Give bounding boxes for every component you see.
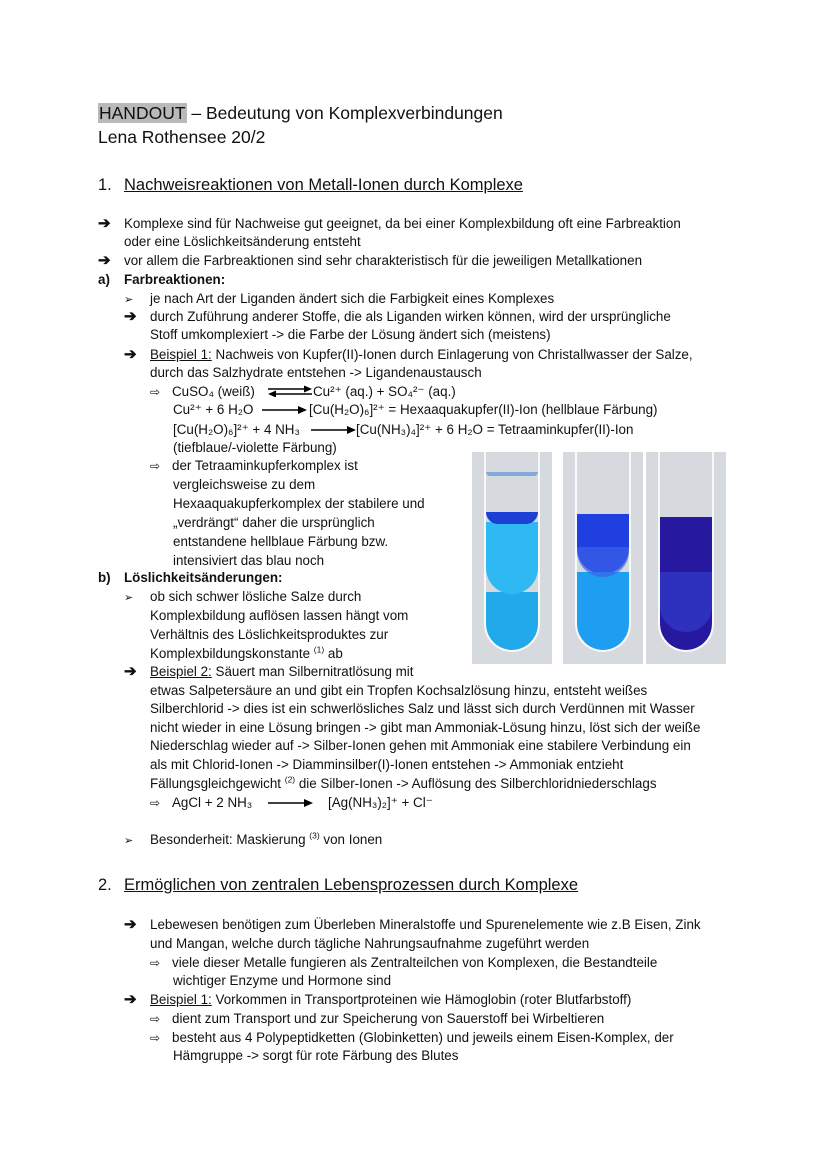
example-2-line-5: als mit Chlorid-Ionen -> Diamminsilber(I)-Ionen entstehen -> Ammoniak entzieht bbox=[150, 757, 624, 772]
subsection-b-label: b) bbox=[98, 570, 111, 585]
stability-line-3: Hexaaquakupferkomplex der stabilere und bbox=[173, 496, 425, 511]
s2-sub-1 bbox=[150, 954, 657, 973]
s2-example-text: Vorkommen in Transportproteinen wie Hämoglobin (roter Blutfarbstoff) bbox=[211, 992, 632, 1007]
title-text: – Bedeutung von Komplexverbindungen bbox=[186, 103, 503, 123]
equation-2-right: [Cu(H₂O)₆]²⁺ = Hexaaquakupfer(II)-Ion (hellblaue Färbung) bbox=[309, 402, 658, 417]
open-arrow-icon: ⇨ bbox=[150, 1012, 161, 1026]
equation-4-left bbox=[150, 794, 252, 813]
example-1-cont: durch das Salzhydrate entstehen -> Ligandenaustausch bbox=[150, 365, 482, 380]
section-2-number: 2. bbox=[98, 876, 112, 894]
equation-3-right: [Cu(NH₃)₄]²⁺ + 6 H₂O = Tetraaminkupfer(II)-Ion bbox=[356, 422, 634, 437]
arrow-right-icon: ➔ bbox=[98, 215, 111, 232]
triangle-bullet-icon: ➢ bbox=[124, 592, 134, 604]
section-1-heading bbox=[98, 174, 523, 196]
reaction-arrow-icon bbox=[266, 797, 314, 809]
reaction-arrow-icon bbox=[309, 424, 357, 436]
open-arrow-icon: ⇨ bbox=[150, 1031, 161, 1045]
arrow-right-icon: ➔ bbox=[98, 252, 111, 269]
b-item-line-4-text: Komplexbildungskonstante bbox=[150, 646, 311, 661]
special-text-a: Besonderheit: Maskierung bbox=[150, 832, 310, 847]
open-arrow-icon: ⇨ bbox=[150, 796, 161, 810]
test-tube-light-blue bbox=[472, 452, 552, 664]
intro-text-3: vor allem die Farbreaktionen sind sehr charakteristisch für die jeweiligen Metallkationen bbox=[124, 253, 643, 268]
eq1-left-text: CuSO₄ (weiß) bbox=[172, 384, 255, 399]
a-item-1-text: je nach Art der Liganden ändert sich die Farbigkeit eines Komplexes bbox=[150, 291, 555, 306]
b-item bbox=[124, 588, 361, 608]
example-2-line-2: Silberchlorid -> dies ist ein schwerlösliches Salz und lässt sich durch Verdünnen mit Wasser bbox=[150, 701, 695, 716]
example-2-line-6a: Fällungsgleichgewicht bbox=[150, 776, 285, 791]
s2-example-1 bbox=[124, 991, 631, 1010]
s2-line-2: und Mangan, welche durch tägliche Nahrungsaufnahme zugeführt werden bbox=[150, 936, 590, 951]
arrow-right-icon: ➔ bbox=[124, 663, 137, 680]
document-title bbox=[98, 102, 503, 124]
open-arrow-icon: ⇨ bbox=[150, 385, 161, 399]
b-item-end: ab bbox=[324, 646, 343, 661]
open-arrow-icon: ⇨ bbox=[150, 459, 161, 473]
reaction-arrow-icon bbox=[260, 404, 308, 416]
special-text-b: von Ionen bbox=[319, 832, 383, 847]
example-2 bbox=[124, 663, 414, 682]
example-1 bbox=[124, 346, 693, 365]
stability-line-2: vergleichsweise zu dem bbox=[173, 477, 316, 492]
example-2-label: Beispiel 2: bbox=[150, 664, 212, 679]
intro-line-2: oder eine Löslichkeitsänderung entsteht bbox=[124, 234, 361, 249]
stability-line-6: intensiviert das blau noch bbox=[173, 553, 325, 568]
section-2-heading bbox=[98, 874, 578, 896]
s2-line-1-text: Lebewesen benötigen zum Überleben Mineralstoffe und Spurenelemente wie z.B Eisen, Zink bbox=[150, 917, 701, 932]
example-2-line-1: etwas Salpetersäure an und gibt ein Tropfen Kochsalzlösung hinzu, entsteht weißes bbox=[150, 683, 648, 698]
footnote-ref-3: (3) bbox=[309, 830, 320, 841]
equation-4-right: [Ag(NH₃)₂]⁺ + Cl⁻ bbox=[328, 795, 433, 810]
equilibrium-arrow-icon bbox=[266, 385, 314, 397]
a-item-2-cont: Stoff umkomplexiert -> die Farbe der Lösung ändert sich (meistens) bbox=[150, 327, 551, 342]
test-tube-violet bbox=[646, 452, 726, 664]
test-tube-deep-blue bbox=[563, 452, 643, 664]
equation-1-right: Cu²⁺ (aq.) + SO₄²⁻ (aq.) bbox=[313, 384, 456, 399]
special-note bbox=[124, 831, 382, 851]
eq4-left-text: AgCl + 2 NH₃ bbox=[172, 795, 253, 810]
stability-line-1: der Tetraaminkupferkomplex ist bbox=[172, 458, 358, 473]
footnote-ref-1: (1) bbox=[313, 644, 325, 655]
example-1-text: Nachweis von Kupfer(II)-Ionen durch Einlagerung von Christallwasser der Salze, bbox=[211, 347, 693, 362]
subsection-a-heading bbox=[98, 271, 225, 290]
s2-example-sub-2-text: besteht aus 4 Polypeptidketten (Globinketten) und jeweils einem Eisen-Komplex, der bbox=[172, 1030, 674, 1045]
equation-3-note: (tiefblaue/-violette Färbung) bbox=[173, 440, 337, 455]
a-item-2-text: durch Zuführung anderer Stoffe, die als Liganden wirken können, wird der ursprüngliche bbox=[150, 309, 671, 324]
subsection-a-label: a) bbox=[98, 272, 110, 287]
example-2-line-6b: die Silber-Ionen -> Auflösung des Silberchloridniederschlags bbox=[295, 776, 657, 791]
stability-line-5: entstandene hellblaue Färbung bzw. bbox=[173, 534, 389, 549]
section-1-title: Nachweisreaktionen von Metall-Ionen durch Komplexe bbox=[124, 176, 523, 194]
section-1-number: 1. bbox=[98, 176, 112, 194]
handout-tag: HANDOUT bbox=[99, 103, 186, 123]
example-1-label: Beispiel 1: bbox=[150, 347, 212, 362]
example-2-line-4: Niederschlag wieder auf -> Silber-Ionen gehen mit Ammoniak eine stabilere Verbindung ein bbox=[150, 738, 691, 753]
example-2-line-3: nicht wieder in eine Lösung bringen -> gibt man Ammoniak-Lösung hinzu, löst sich der weiße bbox=[150, 720, 701, 735]
section-2-title: Ermöglichen von zentralen Lebensprozessen durch Komplexe bbox=[124, 876, 579, 894]
subsection-b-heading bbox=[98, 569, 282, 588]
a-item-2 bbox=[124, 308, 671, 327]
s2-sub-1-cont: wichtiger Enzyme und Hormone sind bbox=[173, 973, 392, 988]
equation-1-left bbox=[150, 383, 255, 402]
s2-example-sub-1-text: dient zum Transport und zur Speicherung von Sauerstoff bei Wirbeltieren bbox=[172, 1011, 605, 1026]
example-2-first: Säuert man Silbernitratlösung mit bbox=[211, 664, 414, 679]
triangle-bullet-icon: ➢ bbox=[124, 835, 134, 847]
equation-2-left: Cu²⁺ + 6 H₂O bbox=[173, 402, 254, 417]
author-line: Lena Rothensee 20/2 bbox=[98, 127, 266, 147]
s2-sub-1-text: viele dieser Metalle fungieren als Zentralteilchen von Komplexen, die Bestandteile bbox=[172, 955, 658, 970]
arrow-right-icon: ➔ bbox=[124, 991, 137, 1008]
arrow-right-icon: ➔ bbox=[124, 308, 137, 325]
intro-line-1 bbox=[98, 215, 681, 234]
s2-line-1 bbox=[124, 916, 701, 935]
subsection-b-title: Löslichkeitsänderungen: bbox=[124, 570, 283, 585]
example-2-line-6 bbox=[150, 775, 657, 794]
stability-line-4: „verdrängt“ daher die ursprünglich bbox=[173, 515, 375, 530]
intro-line-3 bbox=[98, 252, 642, 271]
triangle-bullet-icon: ➢ bbox=[124, 294, 134, 306]
b-item-line-1: ob sich schwer lösliche Salze durch bbox=[150, 589, 362, 604]
stability-note bbox=[150, 457, 358, 476]
s2-example-label: Beispiel 1: bbox=[150, 992, 212, 1007]
open-arrow-icon: ⇨ bbox=[150, 956, 161, 970]
equation-3-left: [Cu(H₂O)₆]²⁺ + 4 NH₃ bbox=[173, 422, 300, 437]
s2-example-sub-1 bbox=[150, 1010, 604, 1029]
arrow-right-icon: ➔ bbox=[124, 346, 137, 363]
b-item-line-3: Verhältnis des Löslichkeitsproduktes zur bbox=[150, 627, 389, 642]
subsection-a-title: Farbreaktionen: bbox=[124, 272, 226, 287]
intro-text-1: Komplexe sind für Nachweise gut geeignet, da bei einer Komplexbildung oft eine Farbreaktion bbox=[124, 216, 681, 231]
b-item-line-4 bbox=[150, 645, 343, 664]
a-item-1 bbox=[124, 290, 554, 310]
s2-example-sub-2 bbox=[150, 1029, 674, 1048]
footnote-ref-2: (2) bbox=[284, 774, 296, 785]
arrow-right-icon: ➔ bbox=[124, 916, 137, 933]
b-item-line-2: Komplexbildung auflösen lassen hängt vom bbox=[150, 608, 409, 623]
s2-example-sub-2-cont: Hämgruppe -> sorgt für rote Färbung des Blutes bbox=[173, 1048, 459, 1063]
